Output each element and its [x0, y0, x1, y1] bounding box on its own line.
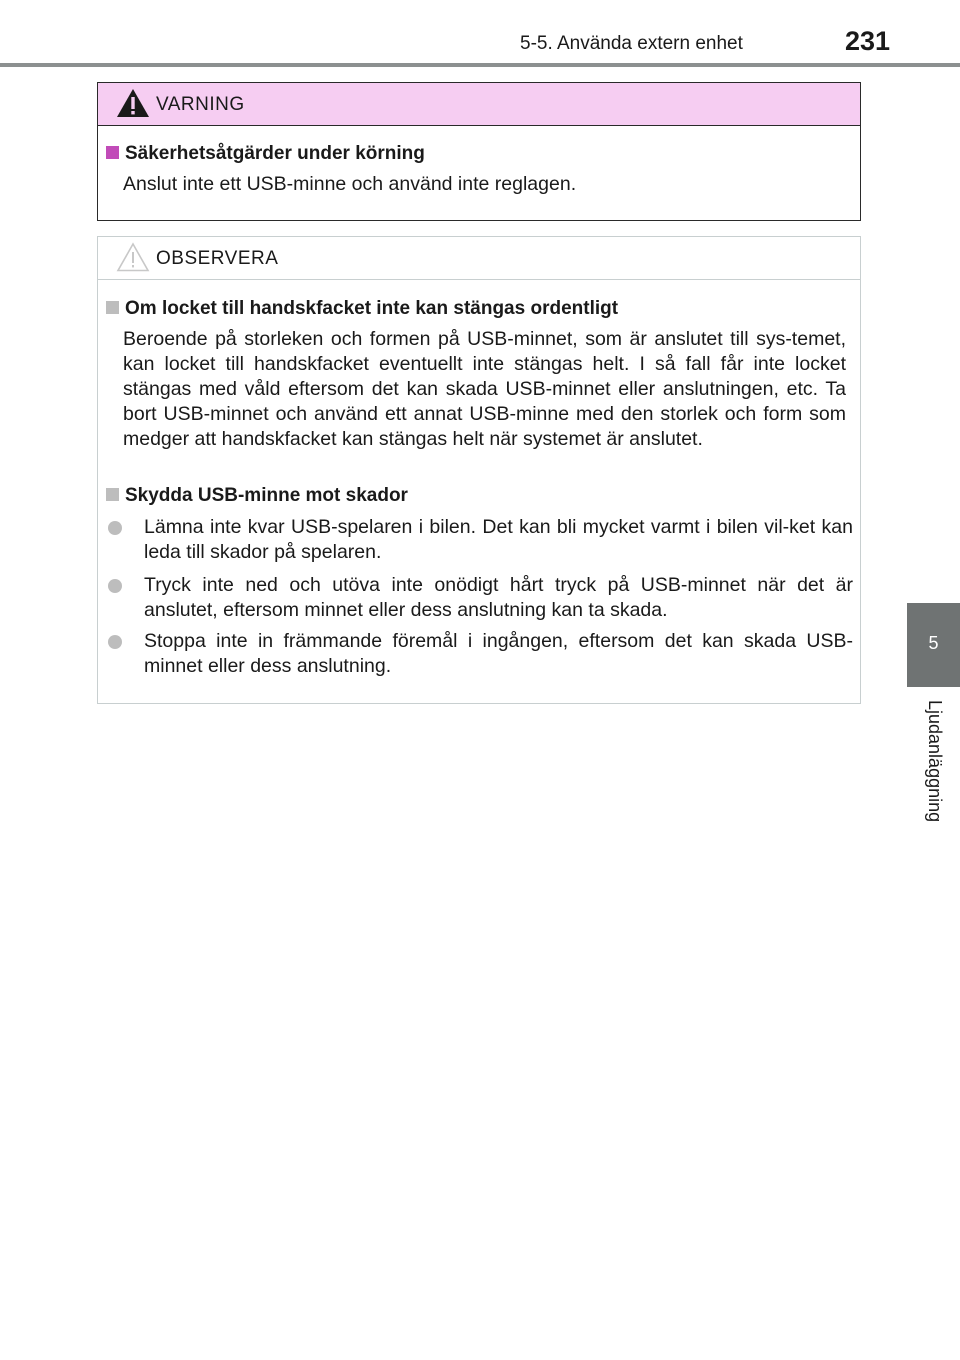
notice-section-title-1-text: Om locket till handskfacket inte kan stängas ordentligt [125, 298, 619, 319]
chapter-tab [907, 603, 960, 687]
round-bullet-icon [108, 635, 122, 649]
notice-label: OBSERVERA [156, 248, 279, 269]
notice-section-title-2-text: Skydda USB-minne mot skador [125, 485, 408, 506]
notice-section-text-1: Beroende på storleken och formen på USB-minnet, som är anslutet till sys-temet, kan locket till handskfacket eventuellt inte stängas helt. I så fall får inte locket stängas med våld eftersom det kan skada USB-minnet eller anslutningen, etc. Ta bort USB-minnet och använd ett annat USB-minne med den storlek och form som medger att handskfacket kan stängas helt när systemet är anslutet. [123, 328, 846, 450]
chapter-label-container [906, 700, 960, 850]
notice-section-title-2 [106, 485, 408, 507]
warning-triangle-icon [116, 88, 150, 118]
square-bullet-icon [106, 301, 119, 314]
chapter-number: 5 [928, 633, 939, 653]
list-item [108, 515, 853, 565]
list-item-text: Lämna inte kvar USB-spelaren i bilen. Det kan bli mycket varmt i bilen vil-ket kan leda till skador på spelaren. [144, 516, 853, 563]
list-item [108, 629, 853, 679]
section-title: 5-5. Använda extern enhet [520, 33, 743, 54]
page-number: 231 [845, 26, 891, 56]
page-header [0, 0, 960, 70]
notice-header [98, 237, 860, 280]
notice-section-title-1 [106, 298, 618, 320]
caution-triangle-outline-icon [116, 242, 150, 272]
warning-section-title-text: Säkerhetsåtgärder under körning [125, 143, 425, 164]
header-rule [0, 63, 960, 67]
list-item-text: Stoppa inte in främmande föremål i ingången, eftersom det kan skada USB-minnet eller dess anslutning. [144, 630, 853, 677]
square-bullet-icon [106, 146, 119, 159]
warning-section-title [106, 143, 425, 165]
notice-box [97, 236, 861, 704]
round-bullet-icon [108, 579, 122, 593]
list-item [108, 573, 853, 623]
list-item-text: Tryck inte ned och utöva inte onödigt hårt tryck på USB-minnet när det är anslutet, eftersom minnet eller dess anslutning kan ta skada. [144, 574, 853, 621]
square-bullet-icon [106, 488, 119, 501]
warning-box [97, 82, 861, 221]
warning-label: VARNING [156, 94, 245, 115]
warning-section-text: Anslut inte ett USB-minne och använd inte reglagen. [123, 173, 577, 195]
warning-header [98, 83, 860, 126]
chapter-label: Ljudanläggning [925, 700, 945, 823]
round-bullet-icon [108, 521, 122, 535]
